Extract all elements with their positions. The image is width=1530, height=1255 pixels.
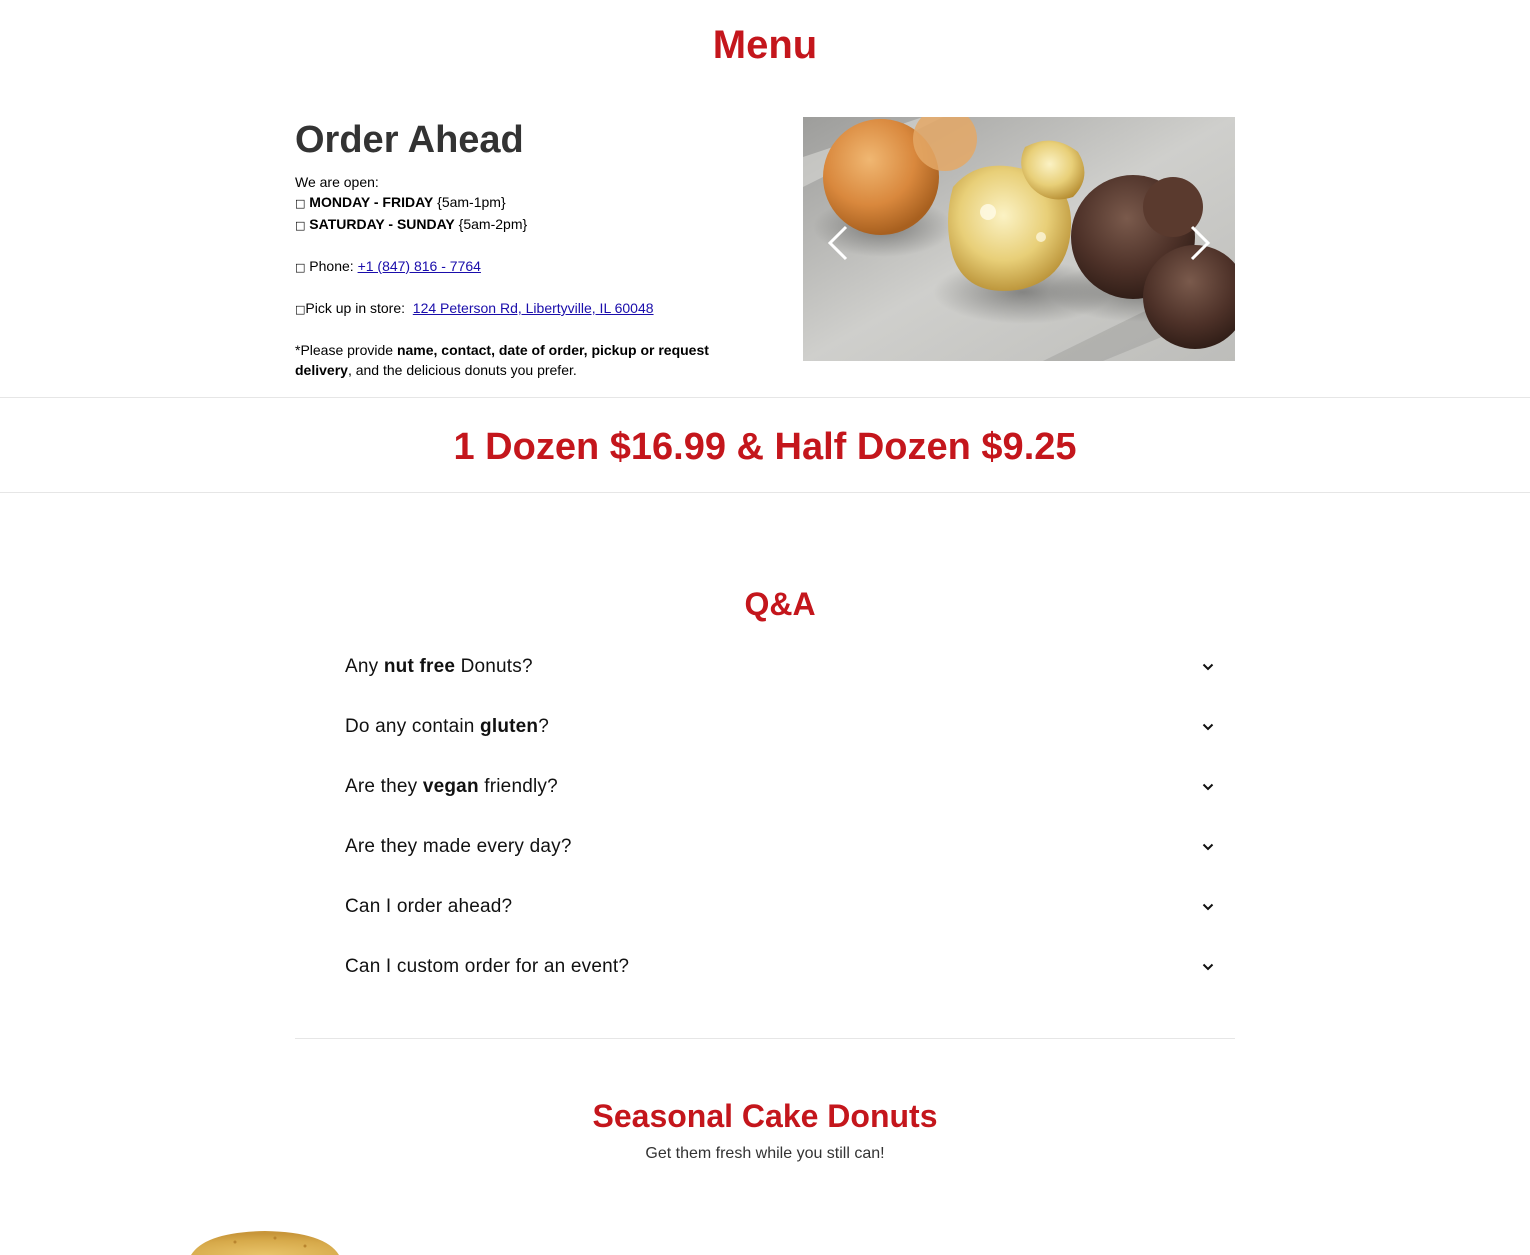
- order-info: [295, 172, 735, 380]
- chevron-down-icon: [1202, 662, 1214, 672]
- chevron-down-icon: [1202, 902, 1214, 912]
- qa-question: Do any contain gluten?: [345, 716, 550, 737]
- seasonal-subtitle: Get them fresh while you still can!: [645, 1145, 885, 1162]
- section-divider: [295, 1038, 1235, 1039]
- store-glyph-icon: □: [295, 303, 306, 316]
- chevron-down-icon: [1202, 722, 1214, 732]
- carousel-next-button[interactable]: [1165, 117, 1235, 361]
- phone-link[interactable]: +1 (847) 816 - 7764: [357, 258, 481, 274]
- image-carousel[interactable]: [803, 117, 1235, 361]
- price-banner: [0, 397, 1530, 493]
- qa-item-order-ahead[interactable]: [345, 888, 1220, 928]
- qa-item-every-day[interactable]: [345, 828, 1220, 868]
- chevron-down-icon: [1202, 962, 1214, 972]
- chevron-left-icon: [828, 225, 848, 261]
- hours-time: {5am-1pm}: [437, 194, 506, 210]
- qa-item-nut-free[interactable]: [345, 648, 1220, 688]
- qa-question: Can I custom order for an event?: [345, 956, 630, 977]
- order-ahead-heading: Order Ahead: [295, 119, 524, 161]
- note-bold: name, contact, date of order, pickup or request delivery: [295, 342, 709, 378]
- qa-question: Can I order ahead?: [345, 896, 513, 917]
- phone-glyph-icon: □: [295, 261, 306, 274]
- qa-item-gluten[interactable]: [345, 708, 1220, 748]
- seasonal-donut-image: [185, 1228, 345, 1255]
- pickup-line: [295, 298, 735, 320]
- address-link[interactable]: 124 Peterson Rd, Libertyville, IL 60048: [412, 300, 654, 316]
- chevron-down-icon: [1202, 782, 1214, 792]
- seasonal-heading: Seasonal Cake Donuts: [592, 1098, 938, 1134]
- checkbox-glyph-icon: □: [295, 197, 306, 210]
- chevron-down-icon: [1202, 842, 1214, 852]
- page-title: Menu: [712, 23, 818, 67]
- carousel-prev-button[interactable]: [803, 117, 873, 361]
- qa-question: Are they made every day?: [345, 836, 572, 857]
- open-label: We are open:: [295, 174, 379, 190]
- pickup-label: Pick up in store:: [305, 300, 413, 316]
- hours-weekday: [295, 192, 735, 214]
- hours-days: MONDAY - FRIDAY: [309, 194, 434, 210]
- order-note: [295, 340, 735, 380]
- hours-weekend: [295, 214, 735, 236]
- qa-question: Are they vegan friendly?: [345, 776, 558, 797]
- phone-line: [295, 256, 735, 278]
- chevron-right-icon: [1190, 225, 1210, 261]
- hours-days: SATURDAY - SUNDAY: [309, 216, 455, 232]
- price-text: 1 Dozen $16.99 & Half Dozen $9.25: [453, 426, 1077, 468]
- qa-heading: Q&A: [744, 586, 816, 622]
- note-suffix: , and the delicious donuts you prefer.: [347, 362, 577, 378]
- phone-label: Phone:: [309, 258, 358, 274]
- checkbox-glyph-icon: □: [295, 219, 306, 232]
- note-prefix: *Please provide: [295, 342, 397, 358]
- qa-question: Any nut free Donuts?: [345, 656, 533, 677]
- hours-time: {5am-2pm}: [458, 216, 528, 232]
- qa-item-custom-order[interactable]: [345, 948, 1220, 988]
- qa-item-vegan[interactable]: [345, 768, 1220, 808]
